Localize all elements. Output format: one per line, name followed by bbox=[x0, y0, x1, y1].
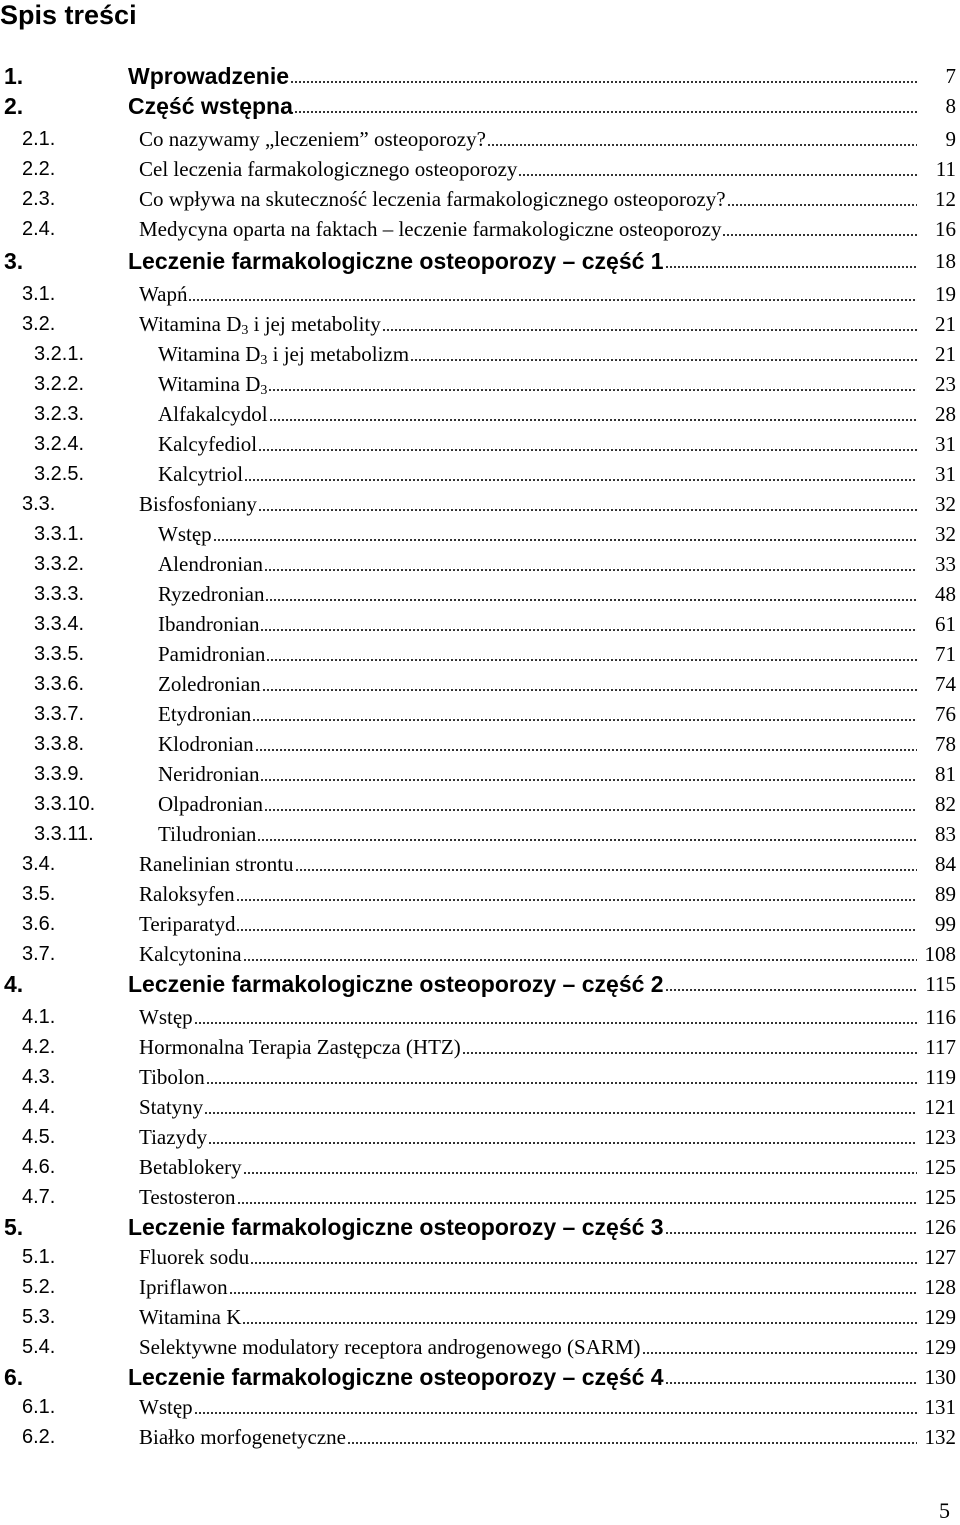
toc-entry-number: 3.2.1. bbox=[34, 343, 85, 365]
toc-entry-title[interactable]: Wstęp bbox=[158, 522, 212, 546]
toc-entry[interactable] bbox=[0, 909, 960, 939]
toc-chapter-entry[interactable] bbox=[0, 1362, 960, 1392]
toc-entry[interactable] bbox=[0, 1332, 960, 1362]
toc-entry-page: 129 bbox=[924, 1305, 956, 1329]
toc-entry-number: 3.6. bbox=[22, 913, 56, 935]
toc-entry-title[interactable]: Olpadronian bbox=[158, 792, 263, 816]
toc-entry-page: 84 bbox=[935, 852, 956, 876]
toc-entry-page: 23 bbox=[935, 372, 956, 396]
toc-entry[interactable] bbox=[0, 489, 960, 519]
toc-entry[interactable] bbox=[0, 609, 960, 639]
toc-entry-title[interactable]: Raloksyfen bbox=[139, 882, 235, 906]
toc-entry-page: 132 bbox=[924, 1425, 956, 1449]
dot-leader bbox=[487, 144, 917, 146]
toc-entry[interactable] bbox=[0, 579, 960, 609]
toc-entry-number: 5. bbox=[4, 1214, 24, 1240]
toc-entry-title[interactable]: Leczenie farmakologiczne osteoporozy – część 3 bbox=[128, 1214, 664, 1240]
toc-entry[interactable] bbox=[0, 429, 960, 459]
dot-leader bbox=[347, 1442, 917, 1444]
toc-entry-title-text: Witamina D bbox=[158, 372, 261, 396]
toc-entry-page: 108 bbox=[924, 942, 956, 966]
toc-entry-title[interactable]: Wstęp bbox=[139, 1005, 193, 1029]
toc-entry-title[interactable]: Zoledronian bbox=[158, 672, 261, 696]
toc-entry-number: 3.2.4. bbox=[34, 433, 85, 455]
toc-entry-number: 4.5. bbox=[22, 1126, 56, 1148]
toc-entry-title[interactable]: Kalcytonina bbox=[139, 942, 242, 966]
dot-leader bbox=[257, 839, 917, 841]
toc-entry-number: 6.2. bbox=[22, 1426, 56, 1448]
toc-chapter-entry[interactable] bbox=[0, 61, 960, 91]
toc-entry-page: 123 bbox=[924, 1125, 956, 1149]
toc-entry[interactable] bbox=[0, 819, 960, 849]
toc-entry[interactable] bbox=[0, 1242, 960, 1272]
toc-entry[interactable] bbox=[0, 1272, 960, 1302]
toc-entry[interactable] bbox=[0, 849, 960, 879]
dot-leader bbox=[265, 599, 917, 601]
toc-entry-title[interactable]: Alfakalcydol bbox=[158, 402, 268, 426]
dot-leader bbox=[243, 1172, 917, 1174]
toc-entry-title-suffix: i jej metabolity bbox=[248, 312, 381, 336]
toc-entry-page: 28 bbox=[935, 402, 956, 426]
toc-entry[interactable] bbox=[0, 154, 960, 184]
toc-entry[interactable] bbox=[0, 549, 960, 579]
toc-entry-title[interactable] bbox=[158, 369, 267, 399]
dot-leader bbox=[642, 1352, 917, 1354]
dot-leader bbox=[206, 1082, 917, 1084]
toc-entry-title[interactable]: Leczenie farmakologiczne osteoporozy – część 4 bbox=[128, 1364, 664, 1390]
toc-chapter-entry[interactable] bbox=[0, 1212, 960, 1242]
toc-entry-page: 128 bbox=[924, 1275, 956, 1299]
dot-leader bbox=[518, 174, 917, 176]
toc-entry-page: 61 bbox=[935, 612, 956, 636]
toc-entry-number: 3.4. bbox=[22, 853, 56, 875]
toc-entry-number: 2.1. bbox=[22, 128, 56, 150]
dot-leader bbox=[188, 299, 917, 301]
toc-entry-number: 4.6. bbox=[22, 1156, 56, 1178]
toc-entry[interactable] bbox=[0, 309, 960, 339]
toc-entry-page: 31 bbox=[935, 462, 956, 486]
toc-entry-title-text: Witamina D bbox=[158, 342, 261, 366]
dot-leader bbox=[290, 81, 917, 83]
dot-leader bbox=[382, 329, 917, 331]
toc-entry-number: 3.3.1. bbox=[34, 523, 85, 545]
toc-entry-page: 126 bbox=[924, 1215, 956, 1239]
toc-entry-title[interactable]: Ranelinian strontu bbox=[139, 852, 294, 876]
toc-chapter-entry[interactable] bbox=[0, 246, 960, 276]
toc-entry-title[interactable] bbox=[158, 339, 409, 369]
toc-entry-number: 2. bbox=[4, 93, 24, 119]
toc-entry-title[interactable]: Pamidronian bbox=[158, 642, 266, 666]
toc-entry-page: 125 bbox=[924, 1185, 956, 1209]
page-number: 5 bbox=[939, 1498, 950, 1523]
toc-entry-page: 83 bbox=[935, 822, 956, 846]
toc-entry-title[interactable] bbox=[139, 309, 381, 339]
toc-entry-number: 3.3.2. bbox=[34, 553, 85, 575]
dot-leader bbox=[665, 1382, 917, 1384]
toc-entry-title[interactable]: Tiludronian bbox=[158, 822, 257, 846]
dot-leader bbox=[294, 111, 917, 113]
toc-entry-number: 3.3. bbox=[22, 493, 56, 515]
dot-leader bbox=[258, 509, 917, 511]
toc-entry-subscript: 3 bbox=[260, 383, 268, 398]
dot-leader bbox=[229, 1292, 917, 1294]
toc-entry-page: 31 bbox=[935, 432, 956, 456]
toc-entry[interactable] bbox=[0, 699, 960, 729]
toc-entry-page: 8 bbox=[945, 94, 956, 118]
toc-entry-title[interactable]: Wprowadzenie bbox=[128, 63, 290, 89]
toc-entry[interactable] bbox=[0, 369, 960, 399]
toc-entry-title-suffix: i jej metabolizm bbox=[267, 342, 410, 366]
toc-entry-title[interactable]: Część wstępna bbox=[128, 93, 293, 119]
toc-entry-number: 4.1. bbox=[22, 1006, 56, 1028]
dot-leader bbox=[237, 1202, 917, 1204]
toc-entry-subscript: 3 bbox=[260, 353, 268, 368]
toc-entry-title-text: Witamina D bbox=[139, 312, 242, 336]
toc-entry-page: 71 bbox=[935, 642, 956, 666]
toc-entry-title[interactable]: Wapń bbox=[139, 282, 188, 306]
toc-entry-page: 18 bbox=[935, 249, 956, 273]
toc-entry-subscript: 3 bbox=[241, 323, 249, 338]
dot-leader bbox=[266, 659, 917, 661]
toc-entry-page: 116 bbox=[925, 1005, 956, 1029]
dot-leader bbox=[260, 629, 917, 631]
toc-entry-page: 99 bbox=[935, 912, 956, 936]
toc-entry-number: 5.2. bbox=[22, 1276, 56, 1298]
toc-entry-title[interactable]: Cel leczenia farmakologicznego osteoporozy bbox=[139, 157, 518, 181]
toc-entry-page: 32 bbox=[935, 492, 956, 516]
toc-entry-number: 3.3.11. bbox=[34, 823, 94, 845]
toc-entry-number: 3.2.2. bbox=[34, 373, 85, 395]
toc-entry-title[interactable]: Co nazywamy „leczeniem” osteoporozy? bbox=[139, 127, 486, 151]
dot-leader bbox=[213, 539, 917, 541]
toc-entry-title[interactable]: Co wpływa na skuteczność leczenia farmakologicznego osteoporozy? bbox=[139, 187, 726, 211]
dot-leader bbox=[260, 779, 917, 781]
toc-entry[interactable] bbox=[0, 939, 960, 969]
toc-entry-page: 117 bbox=[925, 1035, 956, 1059]
toc-entry-page: 115 bbox=[925, 972, 956, 996]
toc-entry[interactable] bbox=[0, 879, 960, 909]
toc-entry-title[interactable]: Testosteron bbox=[139, 1185, 236, 1209]
toc-entry[interactable] bbox=[0, 519, 960, 549]
toc-entry-number: 3.3.8. bbox=[34, 733, 85, 755]
toc-entry[interactable] bbox=[0, 124, 960, 154]
toc-entry-number: 3.3.7. bbox=[34, 703, 85, 725]
toc-entry-page: 129 bbox=[924, 1335, 956, 1359]
toc-entry-number: 2.3. bbox=[22, 188, 56, 210]
toc-entry[interactable] bbox=[0, 639, 960, 669]
dot-leader bbox=[255, 749, 917, 751]
toc-entry-page: 16 bbox=[935, 217, 956, 241]
toc-entry[interactable] bbox=[0, 789, 960, 819]
toc-entry-number: 6. bbox=[4, 1364, 24, 1390]
toc-entry-title[interactable]: Ipriflawon bbox=[139, 1275, 228, 1299]
toc-entry-title[interactable]: Tiazydy bbox=[139, 1125, 208, 1149]
dot-leader bbox=[250, 1262, 917, 1264]
toc-entry-title[interactable]: Witamina K bbox=[139, 1305, 242, 1329]
dot-leader bbox=[208, 1142, 917, 1144]
toc-entry-page: 7 bbox=[945, 64, 956, 88]
dot-leader bbox=[268, 389, 917, 391]
toc-entry-number: 3.5. bbox=[22, 883, 56, 905]
toc-heading: Spis treści bbox=[0, 0, 137, 30]
toc-chapter-entry[interactable] bbox=[0, 91, 960, 121]
dot-leader bbox=[204, 1112, 917, 1114]
toc-entry[interactable] bbox=[0, 669, 960, 699]
dot-leader bbox=[269, 419, 917, 421]
toc-entry-number: 2.4. bbox=[22, 218, 56, 240]
toc-entry-number: 3.3.3. bbox=[34, 583, 85, 605]
toc-entry-number: 3.3.6. bbox=[34, 673, 85, 695]
toc-entry-page: 9 bbox=[945, 127, 956, 151]
toc-entry[interactable] bbox=[0, 214, 960, 244]
toc-entry-page: 127 bbox=[924, 1245, 956, 1269]
toc-entry-title[interactable]: Bisfosfoniany bbox=[139, 492, 257, 516]
toc-entry-number: 3.3.5. bbox=[34, 643, 85, 665]
toc-entry-page: 12 bbox=[935, 187, 956, 211]
toc-entry-number: 4. bbox=[4, 971, 24, 997]
toc-entry-title[interactable]: Wstęp bbox=[139, 1395, 193, 1419]
dot-leader bbox=[236, 929, 917, 931]
dot-leader bbox=[252, 719, 917, 721]
toc-entry[interactable] bbox=[0, 1092, 960, 1122]
toc-entry-title[interactable]: Alendronian bbox=[158, 552, 263, 576]
toc-entry[interactable] bbox=[0, 1392, 960, 1422]
toc-entry-title[interactable]: Leczenie farmakologiczne osteoporozy – część 2 bbox=[128, 971, 664, 997]
toc-entry-title[interactable]: Selektywne modulatory receptora androgenowego (SARM) bbox=[139, 1335, 641, 1359]
toc-entry-number: 5.1. bbox=[22, 1246, 56, 1268]
toc-entry-page: 81 bbox=[935, 762, 956, 786]
toc-entry-page: 119 bbox=[925, 1065, 956, 1089]
toc-entry-title[interactable]: Kalcytriol bbox=[158, 462, 244, 486]
toc-entry-number: 3.2.3. bbox=[34, 403, 85, 425]
toc-entry[interactable] bbox=[0, 759, 960, 789]
toc-entry-number: 5.4. bbox=[22, 1336, 56, 1358]
toc-entry-number: 3.2. bbox=[22, 313, 56, 335]
toc-entry-title[interactable]: Kalcyfediol bbox=[158, 432, 258, 456]
toc-entry-number: 3. bbox=[4, 248, 24, 274]
toc-entry-page: 21 bbox=[935, 342, 956, 366]
toc-entry-number: 3.2.5. bbox=[34, 463, 85, 485]
toc-entry-title[interactable]: Statyny bbox=[139, 1095, 204, 1119]
toc-entry-number: 3.3.10. bbox=[34, 793, 96, 815]
toc-chapter-entry[interactable] bbox=[0, 969, 960, 999]
toc-entry-page: 33 bbox=[935, 552, 956, 576]
toc-entry-title[interactable]: Białko morfogenetyczne bbox=[139, 1425, 347, 1449]
toc-entry[interactable] bbox=[0, 1002, 960, 1032]
toc-entry[interactable] bbox=[0, 339, 960, 369]
dot-leader bbox=[727, 204, 917, 206]
toc-entry-title[interactable]: Teriparatyd bbox=[139, 912, 236, 936]
toc-entry-page: 131 bbox=[924, 1395, 956, 1419]
toc-entry-title[interactable]: Medycyna oparta na faktach – leczenie farmakologiczne osteoporozy bbox=[139, 217, 722, 241]
toc-entry-title[interactable]: Leczenie farmakologiczne osteoporozy – część 1 bbox=[128, 248, 664, 274]
dot-leader bbox=[194, 1022, 917, 1024]
toc-entry-page: 89 bbox=[935, 882, 956, 906]
toc-entry-title[interactable]: Betablokery bbox=[139, 1155, 242, 1179]
toc-entry-page: 121 bbox=[924, 1095, 956, 1119]
toc-entry-page: 76 bbox=[935, 702, 956, 726]
toc-entry[interactable] bbox=[0, 1302, 960, 1332]
toc-entry-title[interactable]: Fluorek sodu bbox=[139, 1245, 250, 1269]
toc-entry[interactable] bbox=[0, 1182, 960, 1212]
dot-leader bbox=[236, 899, 917, 901]
toc-entry-number: 3.3.4. bbox=[34, 613, 85, 635]
toc-entry-page: 78 bbox=[935, 732, 956, 756]
dot-leader bbox=[462, 1052, 917, 1054]
toc-entry-page: 21 bbox=[935, 312, 956, 336]
dot-leader bbox=[194, 1412, 917, 1414]
toc-entry-page: 19 bbox=[935, 282, 956, 306]
dot-leader bbox=[243, 959, 917, 961]
toc-entry[interactable] bbox=[0, 279, 960, 309]
dot-leader bbox=[244, 479, 917, 481]
toc-entry-number: 5.3. bbox=[22, 1306, 56, 1328]
toc-entry-title[interactable]: Ibandronian bbox=[158, 612, 260, 636]
toc-entry-title[interactable]: Etydronian bbox=[158, 702, 252, 726]
dot-leader bbox=[665, 989, 917, 991]
dot-leader bbox=[665, 1232, 917, 1234]
toc-entry-page: 74 bbox=[935, 672, 956, 696]
dot-leader bbox=[264, 809, 917, 811]
toc-entry-number: 3.1. bbox=[22, 283, 56, 305]
toc-entry-number: 4.4. bbox=[22, 1096, 56, 1118]
toc-entry-title[interactable]: Ryzedronian bbox=[158, 582, 265, 606]
toc-entry-title[interactable]: Tibolon bbox=[139, 1065, 205, 1089]
toc-entry-page: 32 bbox=[935, 522, 956, 546]
toc-entry-number: 4.3. bbox=[22, 1066, 56, 1088]
dot-leader bbox=[295, 869, 917, 871]
toc-entry[interactable] bbox=[0, 1032, 960, 1062]
toc-entry[interactable] bbox=[0, 1152, 960, 1182]
toc-entry-title[interactable]: Neridronian bbox=[158, 762, 260, 786]
toc-entry-number: 4.2. bbox=[22, 1036, 56, 1058]
toc-entry-page: 11 bbox=[935, 157, 956, 181]
toc-entry-title[interactable]: Hormonalna Terapia Zastępcza (HTZ) bbox=[139, 1035, 461, 1059]
toc-entry-page: 130 bbox=[924, 1365, 956, 1389]
toc-entry[interactable] bbox=[0, 1062, 960, 1092]
dot-leader bbox=[262, 689, 917, 691]
dot-leader bbox=[258, 449, 917, 451]
toc-entry-number: 6.1. bbox=[22, 1396, 56, 1418]
toc-entry-page: 82 bbox=[935, 792, 956, 816]
toc-entry[interactable] bbox=[0, 184, 960, 214]
toc-entry-number: 4.7. bbox=[22, 1186, 56, 1208]
dot-leader bbox=[722, 234, 917, 236]
dot-leader bbox=[665, 266, 917, 268]
toc-entry[interactable] bbox=[0, 729, 960, 759]
toc-entry-number: 1. bbox=[4, 63, 24, 89]
toc-entry-number: 3.3.9. bbox=[34, 763, 85, 785]
toc-entry[interactable] bbox=[0, 399, 960, 429]
toc-entry-page: 125 bbox=[924, 1155, 956, 1179]
toc-entry-page: 48 bbox=[935, 582, 956, 606]
toc-entry[interactable] bbox=[0, 1122, 960, 1152]
toc-entry[interactable] bbox=[0, 1422, 960, 1452]
dot-leader bbox=[410, 359, 917, 361]
toc-entry[interactable] bbox=[0, 459, 960, 489]
dot-leader bbox=[242, 1322, 917, 1324]
toc-entry-title[interactable]: Klodronian bbox=[158, 732, 254, 756]
toc-entry-number: 3.7. bbox=[22, 943, 56, 965]
dot-leader bbox=[264, 569, 917, 571]
toc-entry-number: 2.2. bbox=[22, 158, 56, 180]
